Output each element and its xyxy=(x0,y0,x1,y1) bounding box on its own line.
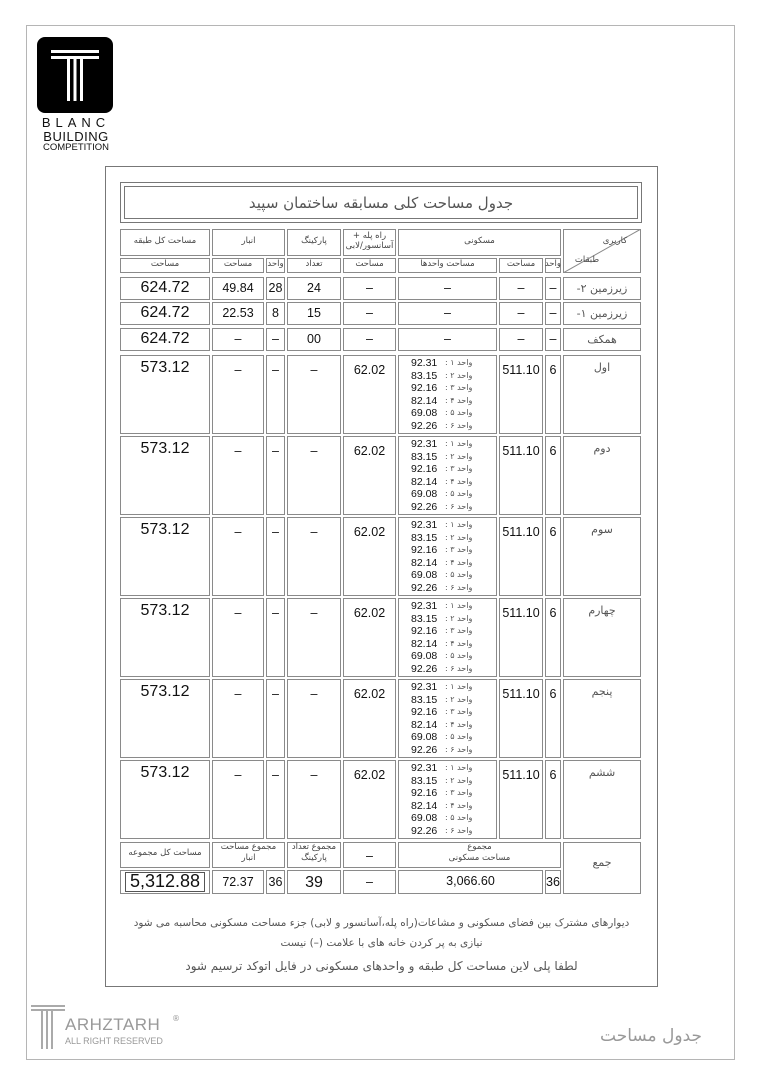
totals-anbar-count: 36 xyxy=(268,875,283,889)
unit-label: واحد ۱ : xyxy=(445,358,473,367)
unit-area: 92.26 xyxy=(411,663,438,675)
unit-label: واحد ۲ : xyxy=(445,451,473,461)
unit-row xyxy=(411,762,491,774)
unit-row xyxy=(411,694,491,706)
row-stair: – xyxy=(366,281,373,295)
floor-res-area: 511.10 xyxy=(502,687,540,701)
unit-row xyxy=(411,681,491,693)
floor-anbar-count: – xyxy=(272,768,279,782)
registered-mark: ® xyxy=(172,1014,180,1023)
unit-label: واحد ۳ : xyxy=(445,383,473,393)
unit-label: واحد ۳ : xyxy=(445,464,473,474)
brand-name xyxy=(30,116,122,153)
unit-area: 92.31 xyxy=(411,519,438,531)
row-units: – xyxy=(444,332,451,346)
unit-row xyxy=(411,600,491,612)
header-asansor-label: آسانسور/لابی xyxy=(345,241,394,251)
unit-label: واحد ۵ : xyxy=(445,813,473,823)
floor-anbar-count: – xyxy=(272,687,279,701)
unit-area: 92.26 xyxy=(411,420,438,432)
row-area: – xyxy=(517,306,525,320)
row-park: 15 xyxy=(307,306,321,320)
unit-row xyxy=(411,582,491,594)
unit-area: 92.16 xyxy=(411,463,438,476)
floor-unit-list xyxy=(411,357,491,433)
unit-row xyxy=(411,744,491,756)
unit-area: 92.31 xyxy=(411,357,438,369)
unit-area: 69.08 xyxy=(411,650,438,663)
totals-park-label-1: مجموع تعداد xyxy=(291,842,337,852)
unit-row xyxy=(411,407,491,419)
floor-anbar-count: – xyxy=(272,606,279,620)
row-units: – xyxy=(444,281,451,295)
unit-label: واحد ۵ : xyxy=(445,732,473,742)
row-name: زیرزمین ۲- xyxy=(576,282,628,295)
unit-area: 69.08 xyxy=(411,569,438,582)
unit-label: واحد ۲ : xyxy=(445,694,473,704)
unit-label: واحد ۶ : xyxy=(445,583,473,592)
row-park: 24 xyxy=(307,281,321,295)
header-masahat-vahedha-label: مساحت واحدها xyxy=(420,259,475,269)
sheet-label: جدول مساحت xyxy=(600,1026,703,1046)
floor-anbar-area: – xyxy=(234,687,242,701)
unit-row xyxy=(411,775,491,787)
unit-area: 92.31 xyxy=(411,681,438,693)
unit-row xyxy=(411,825,491,837)
floor-name: پنجم xyxy=(591,685,613,698)
floor-name: سوم xyxy=(591,523,613,536)
row-stair: – xyxy=(366,306,373,320)
unit-area: 82.14 xyxy=(411,718,438,731)
row-anb_a: 22.53 xyxy=(222,306,254,320)
brand-logo xyxy=(37,37,113,113)
unit-label: واحد ۶ : xyxy=(445,745,473,754)
header-kol-label: مساحت کل طبقه xyxy=(133,236,197,246)
unit-row xyxy=(411,420,491,432)
unit-row xyxy=(411,382,491,394)
header-masahat-label: مساحت xyxy=(506,259,536,269)
header-rahpele-label: راه پله + xyxy=(352,231,387,241)
unit-area: 82.14 xyxy=(411,394,438,407)
floor-stair-area: 62.02 xyxy=(353,363,386,377)
brand-line-2: BUILDING xyxy=(43,128,109,144)
unit-area: 82.14 xyxy=(411,475,438,488)
floor-units-count: 6 xyxy=(549,606,557,620)
unit-label: واحد ۱ : xyxy=(445,763,473,772)
unit-label: واحد ۴ : xyxy=(445,476,473,486)
unit-area: 92.16 xyxy=(411,544,438,557)
unit-row xyxy=(411,544,491,556)
unit-area: 83.15 xyxy=(411,693,438,706)
totals-anbar-label-2: انبار xyxy=(241,853,256,863)
floor-total: 573.12 xyxy=(140,602,190,619)
header-maskooni-label: مسکونی xyxy=(464,236,495,246)
unit-row xyxy=(411,370,491,382)
unit-area: 92.16 xyxy=(411,787,438,800)
unit-area: 83.15 xyxy=(411,774,438,787)
unit-label: واحد ۳ : xyxy=(445,788,473,798)
note-line-2: نیازی به پر کردن خانه های با علامت (–) نیست xyxy=(280,937,483,949)
unit-area: 92.26 xyxy=(411,744,438,756)
floor-name: ششم xyxy=(588,766,616,779)
unit-area: 69.08 xyxy=(411,731,438,744)
unit-label: واحد ۱ : xyxy=(445,520,473,529)
row-n: – xyxy=(549,332,557,346)
totals-anbar-label-1: مجموع مساحت xyxy=(220,842,277,852)
totals-units-count: 36 xyxy=(546,875,560,889)
floor-units-count: 6 xyxy=(549,444,557,458)
unit-label: واحد ۶ : xyxy=(445,664,473,673)
unit-label: واحد ۱ : xyxy=(445,439,473,448)
floor-res-area: 511.10 xyxy=(502,768,540,782)
table-title-box xyxy=(120,182,642,223)
row-n: – xyxy=(549,281,557,295)
unit-label: واحد ۱ : xyxy=(445,601,473,610)
arhztarh-logo-icon xyxy=(30,1003,66,1051)
header-tedad-label: تعداد xyxy=(305,259,323,269)
unit-label: واحد ۳ : xyxy=(445,545,473,555)
header-parking-label: پارکینگ xyxy=(301,236,327,246)
unit-row xyxy=(411,613,491,625)
unit-label: واحد ۲ : xyxy=(445,775,473,785)
floor-name: اول xyxy=(593,361,611,374)
row-total: 624.72 xyxy=(140,304,190,321)
unit-row xyxy=(411,438,491,450)
row-anb_n: 28 xyxy=(268,281,283,295)
header-anbar-masahat-label: مساحت xyxy=(223,259,253,269)
floor-stair-area: 62.02 xyxy=(353,768,386,782)
totals-res-label-2: مساحت مسکونی xyxy=(448,853,511,863)
floor-unit-list xyxy=(411,600,491,676)
floor-total: 573.12 xyxy=(140,683,190,700)
row-anb_n: 8 xyxy=(272,306,279,320)
row-total: 624.72 xyxy=(140,279,190,296)
unit-row xyxy=(411,650,491,662)
row-park: 00 xyxy=(307,332,321,346)
floor-anbar-count: – xyxy=(272,444,279,458)
floor-parking: – xyxy=(310,444,318,458)
unit-row xyxy=(411,731,491,743)
unit-area: 82.14 xyxy=(411,556,438,569)
floor-total: 573.12 xyxy=(140,521,190,538)
totals-grand-total: 5,312.88 xyxy=(129,871,201,891)
header-anbar-vahed-label: واحد xyxy=(267,259,284,269)
unit-label: واحد ۲ : xyxy=(445,613,473,623)
unit-area: 83.15 xyxy=(411,450,438,463)
totals-stair-total: – xyxy=(366,875,373,889)
floor-units-count: 6 xyxy=(549,768,557,782)
floor-parking: – xyxy=(310,525,318,539)
unit-row xyxy=(411,625,491,637)
floor-stair-area: 62.02 xyxy=(353,687,386,701)
floor-unit-list xyxy=(411,681,491,757)
unit-label: واحد ۵ : xyxy=(445,651,473,661)
row-area: – xyxy=(517,281,525,295)
row-anb_a: – xyxy=(234,332,242,346)
totals-label: جمع xyxy=(592,856,612,869)
unit-row xyxy=(411,557,491,569)
floor-unit-list xyxy=(411,438,491,514)
note-line-3: لطفا پلی لاین مساحت کل طبقه و واحدهای مسکونی در فایل اتوکد ترسیم شود xyxy=(185,959,578,973)
header-anbar-label: انبار xyxy=(241,236,256,246)
unit-row xyxy=(411,800,491,812)
totals-park-label-2: پارکینگ xyxy=(301,853,327,863)
totals-park-total: 39 xyxy=(305,874,323,891)
unit-label: واحد ۳ : xyxy=(445,626,473,636)
floor-anbar-area: – xyxy=(234,444,242,458)
unit-area: 92.26 xyxy=(411,582,438,594)
unit-label: واحد ۵ : xyxy=(445,489,473,499)
totals-res-total: 3,066.60 xyxy=(446,874,495,888)
floor-parking: – xyxy=(310,606,318,620)
floor-res-area: 511.10 xyxy=(502,606,540,620)
floor-stair-area: 62.02 xyxy=(353,525,386,539)
unit-label: واحد ۴ : xyxy=(445,719,473,729)
unit-row xyxy=(411,476,491,488)
unit-row xyxy=(411,812,491,824)
unit-row xyxy=(411,663,491,675)
unit-row xyxy=(411,719,491,731)
floor-total: 573.12 xyxy=(140,764,190,781)
floor-stair-area: 62.02 xyxy=(353,606,386,620)
floor-parking: – xyxy=(310,768,318,782)
floor-anbar-area: – xyxy=(234,606,242,620)
unit-label: واحد ۵ : xyxy=(445,408,473,418)
floor-anbar-area: – xyxy=(234,768,242,782)
floor-res-area: 511.10 xyxy=(502,525,540,539)
unit-label: واحد ۴ : xyxy=(445,638,473,648)
floor-total: 573.12 xyxy=(140,440,190,457)
unit-area: 83.15 xyxy=(411,612,438,625)
header-total-masahat-label: مساحت xyxy=(150,259,180,269)
floor-parking: – xyxy=(310,687,318,701)
unit-area: 92.16 xyxy=(411,382,438,395)
unit-label: واحد ۱ : xyxy=(445,682,473,691)
unit-area: 92.16 xyxy=(411,625,438,638)
floor-res-area: 511.10 xyxy=(502,444,540,458)
row-units: – xyxy=(444,306,451,320)
unit-label: واحد ۴ : xyxy=(445,557,473,567)
floor-name: دوم xyxy=(593,442,611,455)
unit-row xyxy=(411,706,491,718)
row-name: زیرزمین ۱- xyxy=(576,307,628,320)
unit-area: 82.14 xyxy=(411,799,438,812)
floor-units-count: 6 xyxy=(549,525,557,539)
unit-area: 92.31 xyxy=(411,600,438,612)
totals-anbar-total: 72.37 xyxy=(222,875,254,889)
unit-label: واحد ۲ : xyxy=(445,532,473,542)
unit-label: واحد ۲ : xyxy=(445,370,473,380)
unit-row xyxy=(411,787,491,799)
unit-area: 69.08 xyxy=(411,812,438,825)
unit-area: 92.31 xyxy=(411,762,438,774)
floor-anbar-area: – xyxy=(234,525,242,539)
unit-label: واحد ۶ : xyxy=(445,421,473,430)
unit-row xyxy=(411,488,491,500)
floor-anbar-count: – xyxy=(272,525,279,539)
unit-area: 83.15 xyxy=(411,531,438,544)
unit-label: واحد ۴ : xyxy=(445,395,473,405)
unit-area: 69.08 xyxy=(411,488,438,501)
unit-area: 83.15 xyxy=(411,369,438,382)
row-n: – xyxy=(549,306,557,320)
unit-row xyxy=(411,395,491,407)
floor-unit-list xyxy=(411,762,491,838)
floor-parking: – xyxy=(310,363,318,377)
unit-row xyxy=(411,501,491,513)
header-stair-masahat-label: مساحت xyxy=(355,259,384,269)
header-vahed-label: واحد xyxy=(544,259,561,269)
totals-stair-label: – xyxy=(366,849,373,863)
floor-anbar-area: – xyxy=(234,363,242,377)
row-name: همکف xyxy=(587,333,617,346)
unit-area: 92.26 xyxy=(411,825,438,837)
totals-grand-label: مساحت کل مجموعه xyxy=(128,848,202,858)
header-tabaghat-label: طبقات xyxy=(574,255,600,265)
unit-row xyxy=(411,451,491,463)
header-diagonal xyxy=(563,229,641,273)
unit-row xyxy=(411,532,491,544)
floor-total: 573.12 xyxy=(140,359,190,376)
totals-res-label-1: مجموع xyxy=(467,842,492,852)
row-area: – xyxy=(517,332,525,346)
unit-area: 69.08 xyxy=(411,407,438,420)
floor-units-count: 6 xyxy=(549,363,557,377)
floor-unit-list xyxy=(411,519,491,595)
floor-name: چهارم xyxy=(588,604,616,617)
floor-stair-area: 62.02 xyxy=(353,444,386,458)
unit-row xyxy=(411,519,491,531)
table-title: جدول مساحت کلی مسابقه ساختمان سپید xyxy=(248,194,514,212)
brand-line-1: BLANC xyxy=(41,115,111,130)
row-anb_n: – xyxy=(272,332,279,346)
unit-row xyxy=(411,569,491,581)
floor-res-area: 511.10 xyxy=(502,363,540,377)
unit-area: 92.26 xyxy=(411,501,438,513)
note-line-1: دیوارهای مشترک بین فضای مسکونی و مشاعات(راه پله،آسانسور و لابی) جزء مساحت مسکونی محاسبه می شود xyxy=(133,917,630,929)
unit-row xyxy=(411,638,491,650)
unit-row xyxy=(411,357,491,369)
arhztarh-name: ARHZTARH xyxy=(65,1015,161,1034)
arhztarh-rights: ALL RIGHT RESERVED xyxy=(65,1036,163,1046)
unit-area: 92.16 xyxy=(411,706,438,719)
row-stair: – xyxy=(366,332,373,346)
unit-label: واحد ۵ : xyxy=(445,570,473,580)
unit-label: واحد ۴ : xyxy=(445,800,473,810)
brand-line-3: COMPETITION xyxy=(43,142,109,154)
floor-anbar-count: – xyxy=(272,363,279,377)
unit-area: 82.14 xyxy=(411,637,438,650)
floor-units-count: 6 xyxy=(549,687,557,701)
unit-label: واحد ۳ : xyxy=(445,707,473,717)
unit-label: واحد ۶ : xyxy=(445,826,473,835)
row-total: 624.72 xyxy=(140,330,190,347)
unit-label: واحد ۶ : xyxy=(445,502,473,511)
row-anb_a: 49.84 xyxy=(222,281,254,295)
unit-row xyxy=(411,463,491,475)
header-karbari-label: کاربری xyxy=(602,236,628,246)
unit-area: 92.31 xyxy=(411,438,438,450)
